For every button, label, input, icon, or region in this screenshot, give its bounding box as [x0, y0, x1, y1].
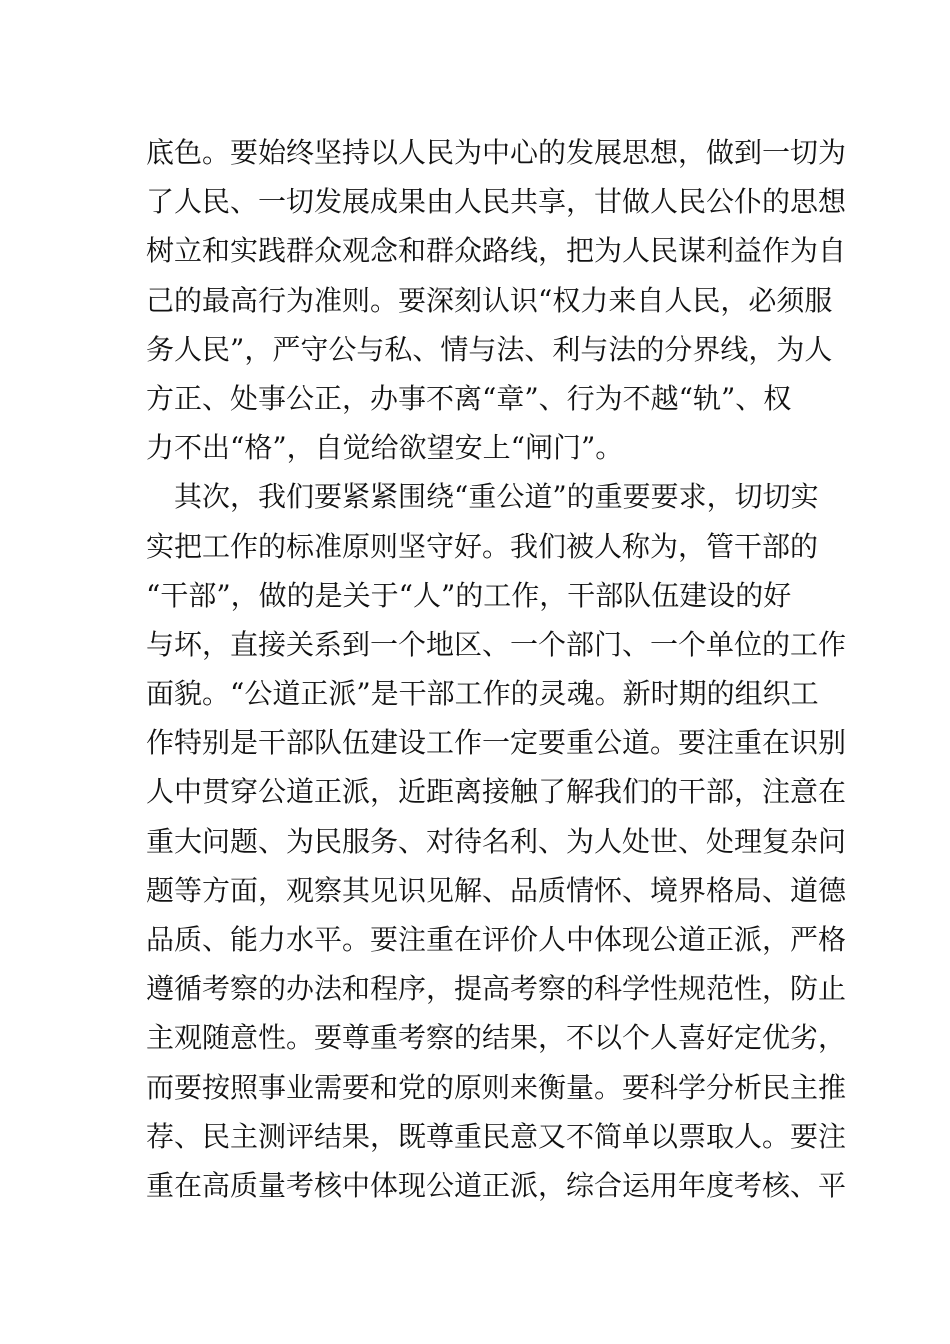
- text-line: 方正、处事公正，办事不离“章”、行为不越“轨”、权: [146, 381, 792, 415]
- text-line: 己的最高行为准则。要深刻认识“权力来自人民，必须服: [146, 283, 833, 317]
- text-line: 主观随意性。要尊重考察的结果，不以个人喜好定优劣，: [146, 1021, 847, 1055]
- text-line: 与坏，直接关系到一个地区、一个部门、一个单位的工作: [146, 627, 847, 661]
- text-line: 了人民、一切发展成果由人民共享，甘做人民公仆的思想: [146, 185, 847, 219]
- text-line: 题等方面，观察其见识见解、品质情怀、境界格局、道德: [146, 873, 847, 907]
- text-line: 作特别是干部队伍建设工作一定要重公道。要注重在识别: [146, 726, 847, 760]
- text-line: 力不出“格”，自觉给欲望安上“闸门”。: [146, 431, 624, 465]
- text-line: 品质、能力水平。要注重在评价人中体现公道正派，严格: [146, 923, 847, 956]
- text-line: 荐、民主测评结果，既尊重民意又不简单以票取人。要注: [146, 1119, 847, 1153]
- text-line: “干部”，做的是关于“人”的工作，干部队伍建设的好: [146, 578, 792, 612]
- text-line: 其次，我们要紧紧围绕“重公道”的重要要求，切切实: [146, 480, 819, 514]
- text-line: 树立和实践群众观念和群众路线，把为人民谋利益作为自: [146, 234, 847, 268]
- text-line: 人中贯穿公道正派，近距离接触了解我们的干部，注意在: [146, 775, 847, 809]
- text-line: 而要按照事业需要和党的原则来衡量。要科学分析民主推: [146, 1070, 847, 1104]
- text-line: 遵循考察的办法和程序，提高考察的科学性规范性，防止: [146, 972, 847, 1006]
- text-line: 实把工作的标准原则坚守好。我们被人称为，管干部的: [146, 529, 819, 563]
- text-line: 重在高质量考核中体现公道正派，综合运用年度考核、平: [146, 1168, 847, 1202]
- text-line: 面貌。“公道正派”是干部工作的灵魂。新时期的组织工: [146, 677, 819, 711]
- paragraph-2: [146, 472, 847, 1210]
- text-line: 底色。要始终坚持以人民为中心的发展思想，做到一切为: [146, 136, 847, 169]
- paragraph-1: [146, 128, 847, 472]
- text-line: 重大问题、为民服务、对待名利、为人处世、处理复杂问: [146, 824, 847, 858]
- body-text: [146, 128, 847, 1210]
- text-line: 务人民”，严守公与私、情与法、利与法的分界线，为人: [146, 332, 833, 366]
